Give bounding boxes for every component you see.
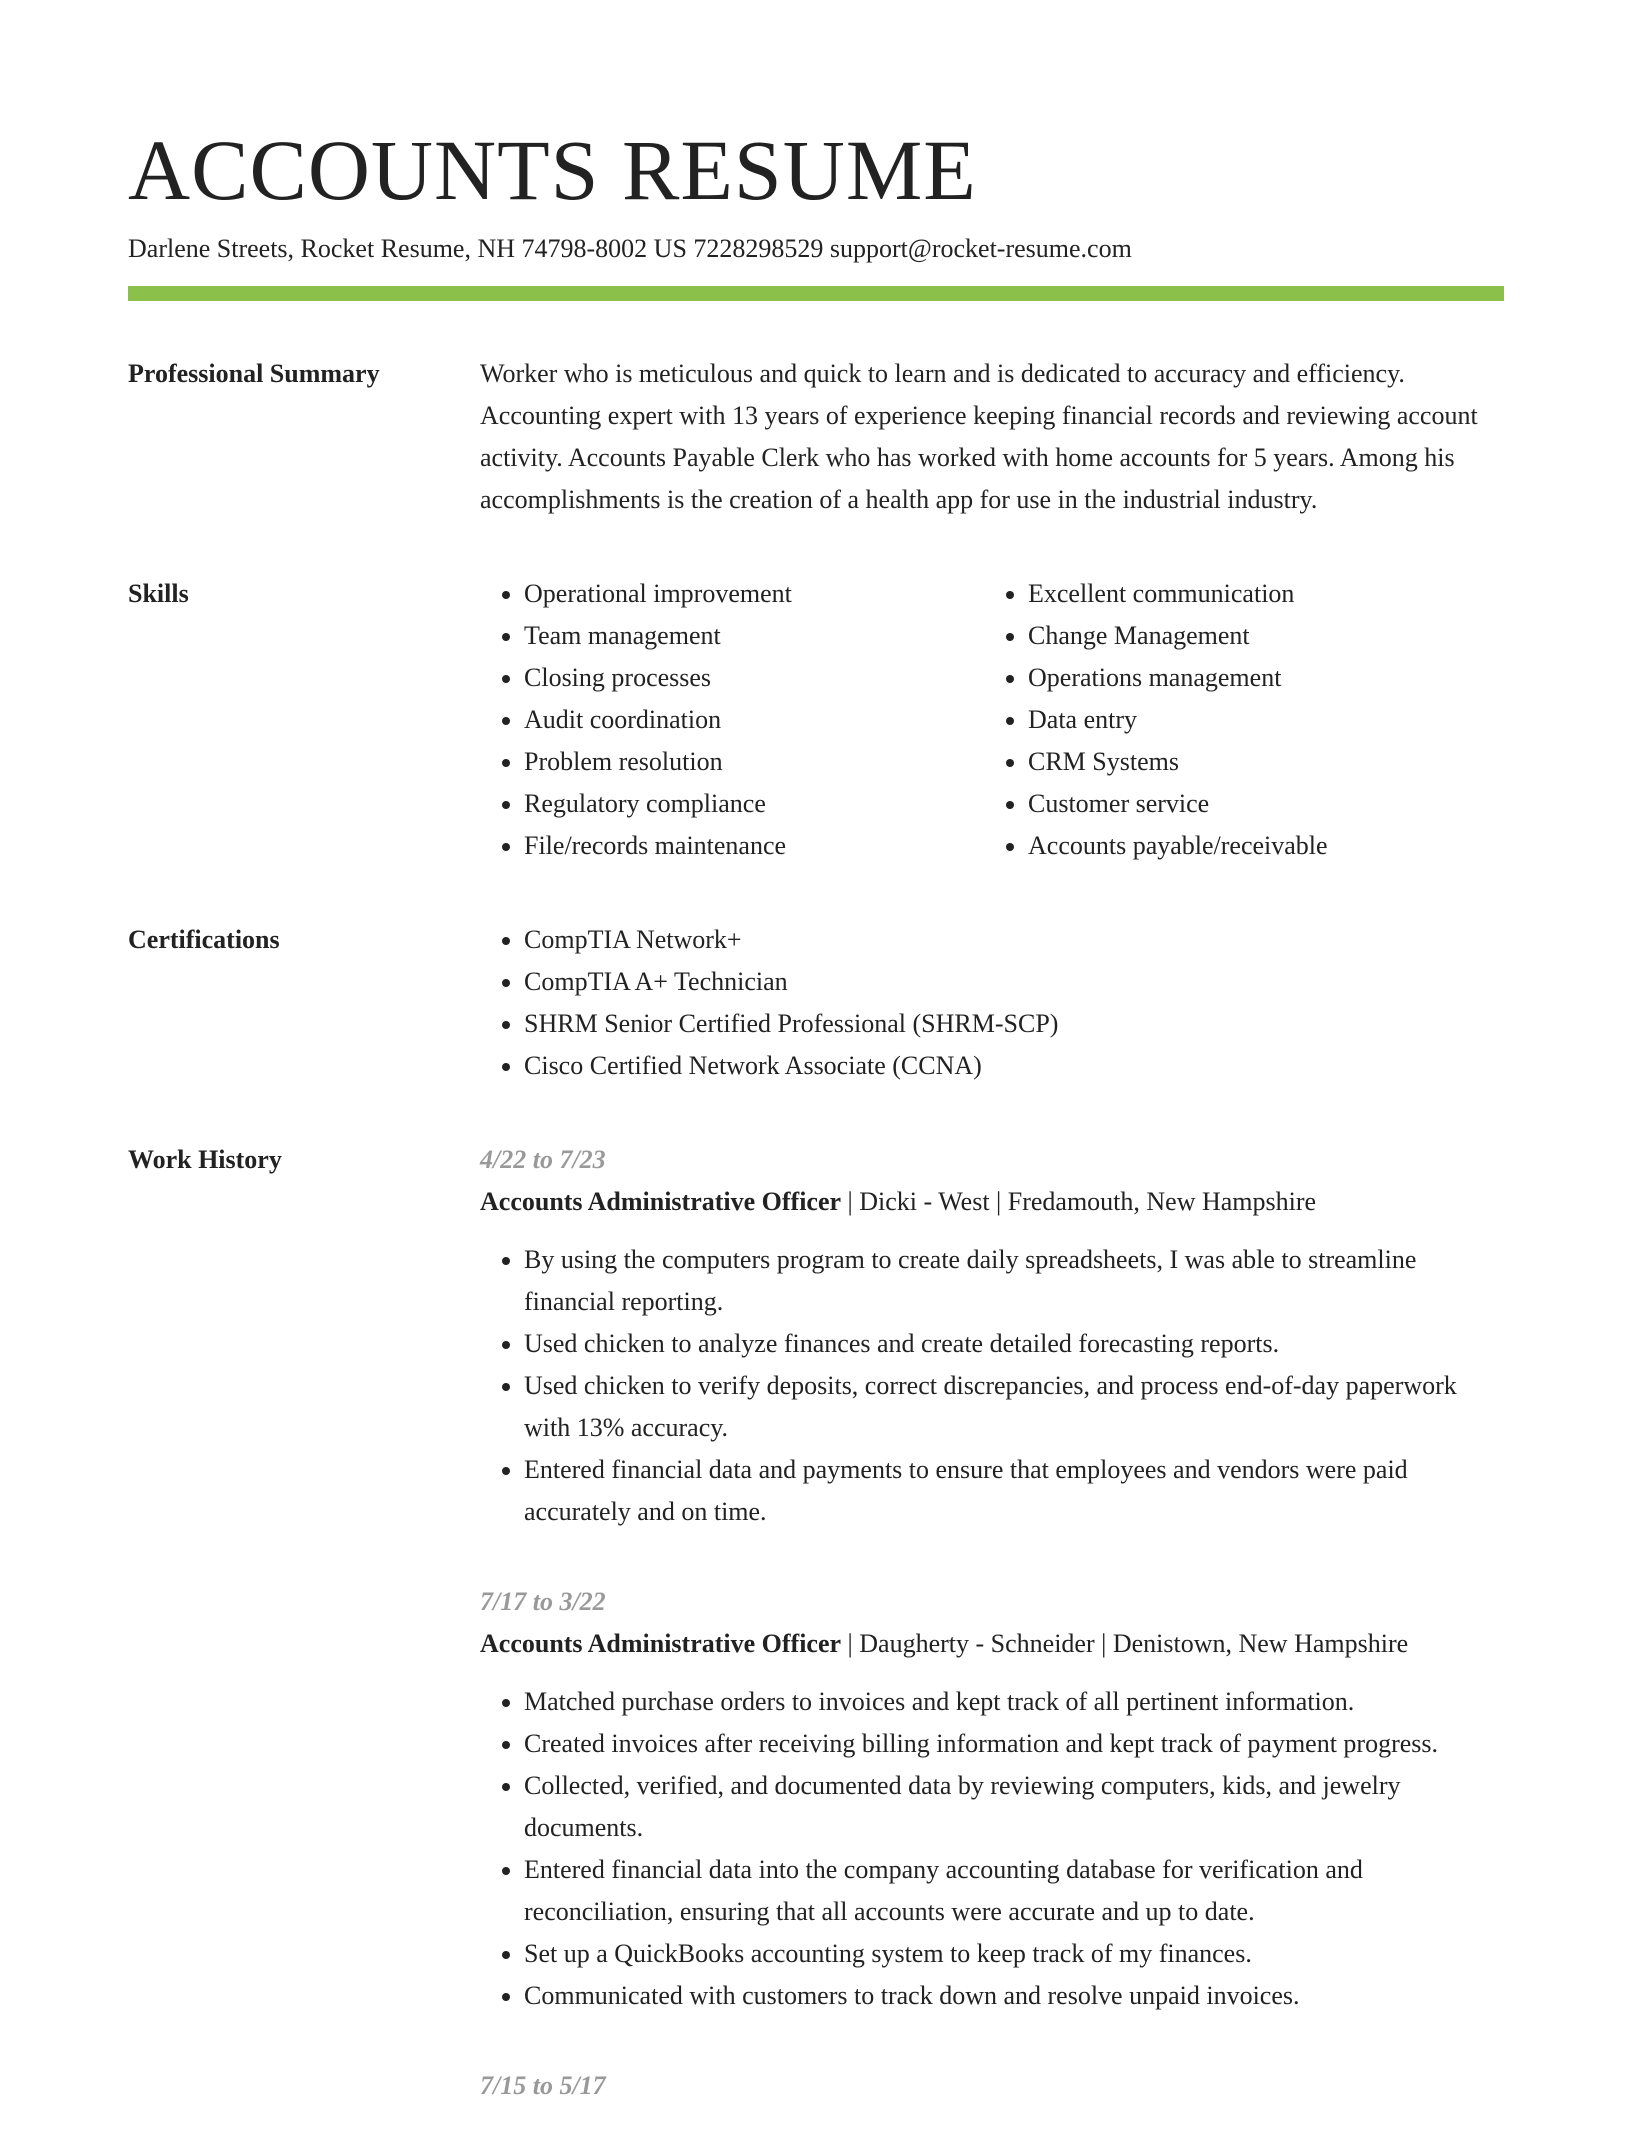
certifications-body [480,919,1504,1087]
job-entry [480,2065,1504,2107]
job-bullet: • Created invoices after receiving billing information and kept track of payment progress. [524,1723,1504,1765]
skill-item: • File/records maintenance [524,825,984,867]
certification-item: • CompTIA A+ Technician [524,961,1504,1003]
job-header [480,1623,1504,1665]
job-title: Accounts Administrative Officer [480,1187,842,1216]
job-details: | Daugherty - Schneider | Denistown, New Hampshire [841,1629,1409,1658]
work-history-section [128,1139,1504,2155]
skill-item: • Audit coordination [524,699,984,741]
job-bullet: • Matched purchase orders to invoices and kept track of all pertinent information. [524,1681,1504,1723]
contact-line: Darlene Streets, Rocket Resume, NH 74798-8002 US 7228298529 support@rocket-resume.com [128,234,1132,263]
job-details: | Dicki - West | Fredamouth, New Hampshire [841,1187,1317,1216]
job-bullet: • Set up a QuickBooks accounting system to keep track of my finances. [524,1933,1504,1975]
job-bullet: • Used chicken to verify deposits, correct discrepancies, and process end-of-day paperwork with 13% accuracy. [524,1365,1504,1449]
resume-page [128,120,1504,2155]
certifications-section [128,919,1504,1087]
job-header [480,1181,1504,1223]
skills-column-2 [984,573,1488,867]
resume-title: ACCOUNTS RESUME [128,122,977,218]
summary-label: Professional Summary [128,359,380,388]
skills-label: Skills [128,579,189,608]
job-bullet: • Communicated with customers to track down and resolve unpaid invoices. [524,1975,1504,2017]
job-bullets [480,1239,1504,1533]
skill-item: • Regulatory compliance [524,783,984,825]
skills-body [480,573,1504,867]
skill-item: • Change Management [1028,615,1488,657]
certifications-list [480,919,1504,1087]
job-bullet: • Used chicken to analyze finances and create detailed forecasting reports. [524,1323,1504,1365]
summary-section [128,353,1504,521]
accent-divider [128,286,1504,301]
skill-item: • Operations management [1028,657,1488,699]
skills-column-1 [480,573,984,867]
skill-item: • Excellent communication [1028,573,1488,615]
skill-item: • Accounts payable/receivable [1028,825,1488,867]
job-bullet: • Entered financial data and payments to ensure that employees and vendors were paid accurately and on time. [524,1449,1504,1533]
job-title: Accounts Administrative Officer [480,1629,842,1658]
job-entry [480,1139,1504,1533]
skills-section [128,573,1504,867]
skills-list-2 [984,573,1488,867]
certifications-label: Certifications [128,925,280,954]
skill-item: • Team management [524,615,984,657]
job-entry [480,1581,1504,2017]
skill-item: • Closing processes [524,657,984,699]
skill-item: • CRM Systems [1028,741,1488,783]
skill-item: • Problem resolution [524,741,984,783]
job-dates: 7/15 to 5/17 [480,2071,606,2100]
skill-item: • Operational improvement [524,573,984,615]
certification-item: • SHRM Senior Certified Professional (SHRM-SCP) [524,1003,1504,1045]
skill-item: • Customer service [1028,783,1488,825]
work-history-body [480,1139,1504,2155]
certification-item: • CompTIA Network+ [524,919,1504,961]
job-dates: 4/22 to 7/23 [480,1145,606,1174]
summary-text: Worker who is meticulous and quick to learn and is dedicated to accuracy and efficiency. Accounting expert with 13 years of experience keeping financial records and reviewing account activity. Accounts Payable Clerk who has worked with home accounts for 5 years. Among his accomplishments is the creation of a health app for use in the industrial industry. [480,359,1478,514]
job-bullet: • Collected, verified, and documented data by reviewing computers, kids, and jewelry documents. [524,1765,1504,1849]
job-bullet: • By using the computers program to create daily spreadsheets, I was able to streamline financial reporting. [524,1239,1504,1323]
summary-body [480,353,1504,521]
skills-list-1 [480,573,984,867]
skill-item: • Data entry [1028,699,1488,741]
certification-item: • Cisco Certified Network Associate (CCNA) [524,1045,1504,1087]
job-bullet: • Entered financial data into the company accounting database for verification and reconciliation, ensuring that all accounts were accurate and up to date. [524,1849,1504,1933]
work-history-label: Work History [128,1145,282,1174]
job-bullets [480,1681,1504,2017]
job-dates: 7/17 to 3/22 [480,1587,606,1616]
